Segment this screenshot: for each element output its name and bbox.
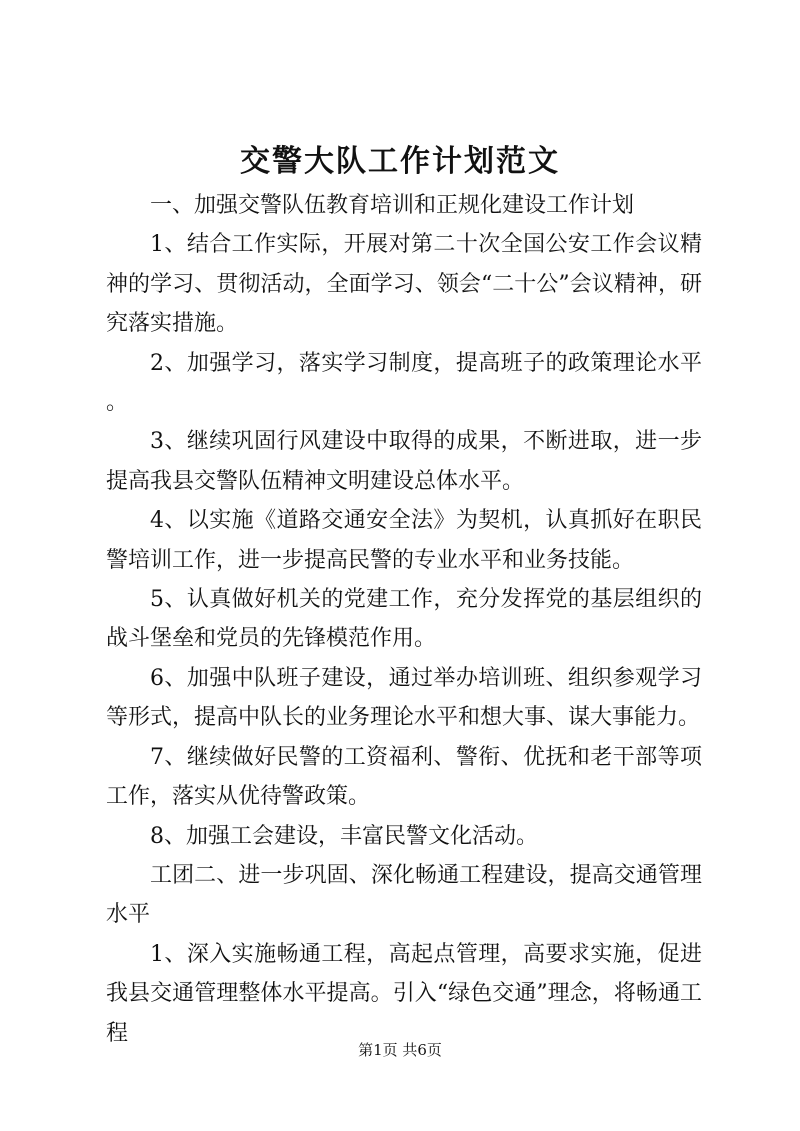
paragraph-item-1: 1、结合工作实际，开展对第二十次全国公安工作会议精神的学习、贯彻活动，全面学习、领会“二十公”会议精神，研究落实措施。 (106, 232, 702, 337)
paragraph-item-8: 8、加强工会建设，丰富民警文化活动。 (150, 823, 538, 849)
paragraph-item-6: 6、加强中队班子建设，通过举办培训班、组织参观学习等形式，提高中队长的业务理论水平和想大事、谋大事能力。 (106, 665, 702, 731)
paragraph-item-3: 3、继续巩固行风建设中取得的成果，不断进取，进一步提高我县交警队伍精神文明建设总体水平。 (106, 429, 702, 494)
page-footer: 第1页 共6页 (358, 1041, 442, 1059)
section-heading-2: 工团二、进一步巩固、深化畅通工程建设，提高交通管理水平 (106, 862, 702, 928)
paragraph-item-2-1: 1、深入实施畅通工程，高起点管理，高要求实施，促进我县交通管理整体水平提高。引入“绿色交通”理念，将畅通工程 (106, 941, 702, 1046)
document-body (106, 186, 702, 1053)
paragraph-item-2: 2、加强学习，落实学习制度，提高班子的政策理论水平。 (106, 350, 702, 416)
paragraph-item-7: 7、继续做好民警的工资福利、警衔、优抚和老干部等项工作，落实从优待警政策。 (106, 744, 702, 810)
paragraph-item-4: 4、以实施《道路交通安全法》为契机，认真抓好在职民警培训工作，进一步提高民警的专业水平和业务技能。 (106, 508, 702, 573)
section-heading-1: 一、加强交警队伍教育培训和正规化建设工作计划 (150, 193, 635, 218)
document-title: 交警大队工作计划范文 (240, 144, 560, 179)
paragraph-item-5: 5、认真做好机关的党建工作，充分发挥党的基层组织的战斗堡垒和党员的先锋模范作用。 (106, 587, 702, 652)
